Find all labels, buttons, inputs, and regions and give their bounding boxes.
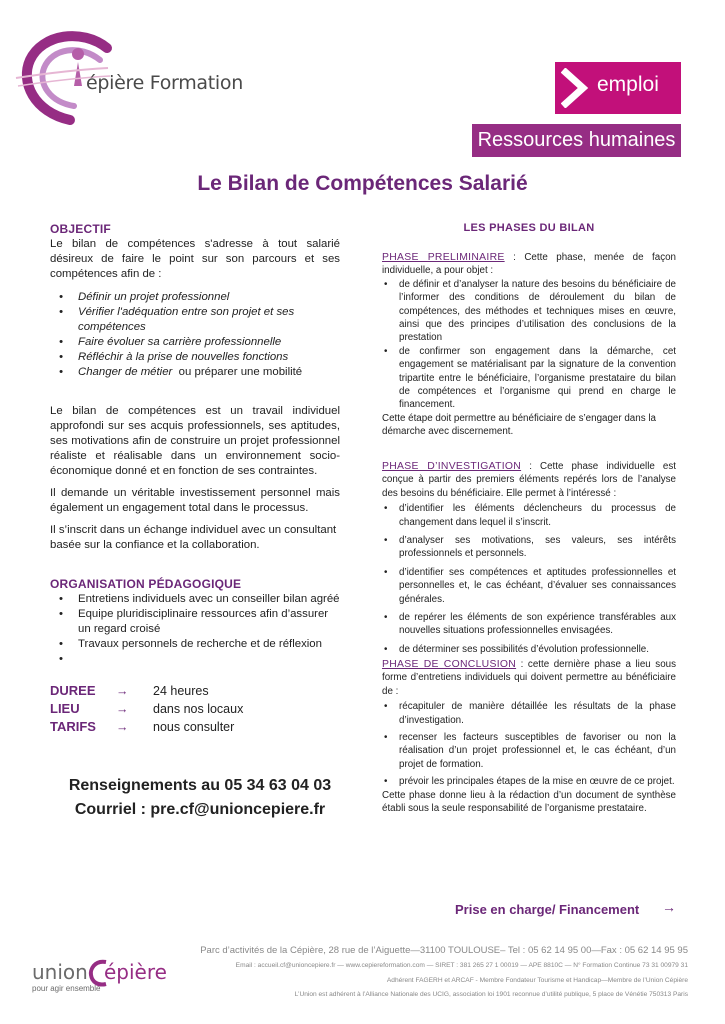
brand-name: épière Formation	[86, 72, 243, 94]
list-item: • de repérer les éléments de son expérience transférables aux nouvelles situations professionnelles envisagées.	[382, 611, 676, 638]
footer-line-4: L’Union est adhérent à l’Alliance Nationale des UCIG, association loi 1901 reconnue d’utilité publique, 5 place de Vénétie 750313 Paris	[294, 991, 688, 998]
phase-preliminaire: PHASE PRELIMINAIRE : Cette phase, menée de façon individuelle, a pour objet : • de définir et d’analyser la nature des besoins du bénéficiaire de l’informer des conditions de déroulement du bilan de compétences, des méthodes et techniques mises en œuvre, ainsi que des principes d’utilisation des conclusions de la prestation • de confirmer son engagement dans la démarche, cet engagement se matérialisant par la signature de la convention tripartite entre le bénéficiaire, l’organisme prestataire du bilan de compétences et l’organisme qui prend en charge le financement. Cette étape doit permettre au bénéficiaire de s’engager dans la démarche avec discernement.	[382, 251, 676, 439]
list-item: • d’identifier les éléments déclencheurs du processus de changement dans lequel il s’inscrit.	[382, 502, 676, 529]
prise-en-charge-link[interactable]: Prise en charge/ Financement	[455, 902, 640, 917]
phase-investigation-title: PHASE D’INVESTIGATION	[382, 461, 522, 472]
list-item: • Réfléchir à la prise de nouvelles fonctions	[50, 350, 340, 365]
objectif-list	[50, 290, 340, 380]
phase-preliminaire-outro: Cette étape doit permettre au bénéficiaire de s’engager dans la démarche avec discernement.	[382, 412, 656, 438]
detail-duree: DUREE → 24 heures	[50, 683, 209, 698]
page-title: Le Bilan de Compétences Salarié	[197, 172, 528, 195]
list-item: • Entretiens individuels avec un conseiller bilan agréé	[50, 592, 340, 607]
contact-email[interactable]: Courriel : pre.cf@unioncepiere.fr	[74, 801, 326, 818]
objectif-section	[50, 222, 340, 667]
footer-line-2: Email : accueil.cf@unioncepiere.fr — www.cepiereformation.com — SIRET : 381 265 27 1 00019 — APE 8810C — N° Formation Continue 73 31 00979 31	[235, 962, 688, 969]
organisation-list	[50, 592, 340, 667]
chevron-right-icon	[561, 68, 595, 108]
footer-line-3: Adhérent FAGERH et ARCAF - Membre Fondateur Tourisme et Handicap—Membre de l’Union Cépière	[386, 977, 688, 984]
list-item: • de définir et d’analyser la nature des besoins du bénéficiaire de l’informer des conditions de déroulement du bilan de compétences, des méthodes et techniques mises en œuvre, ainsi que des principes d’utilisation des conclusions de la prestation	[382, 278, 676, 345]
list-item	[50, 652, 340, 667]
footer-address: Parc d’activités de la Cépière, 28 rue de l’Aiguette—31100 TOULOUSE– Tel : 05 62 14 95 00—Fax : 05 62 14 95 95	[200, 945, 688, 956]
emploi-label: emploi	[597, 73, 659, 96]
objectif-heading: OBJECTIF	[50, 222, 111, 236]
list-item: • recenser les facteurs susceptibles de favoriser ou non la réalisation d’un projet professionnel et, le cas échéant, d’un projet de formation.	[382, 731, 676, 771]
emploi-banner	[555, 62, 681, 114]
list-item: • Définir un projet professionnel	[50, 290, 340, 305]
ressources-humaines-banner: Ressources humaines	[472, 124, 681, 157]
objectif-intro: Le bilan de compétences s'adresse à tout salarié désireux de faire le point sur son parcours et ses compétences afin de :	[50, 238, 340, 280]
list-item: • récapituler de manière détaillée les résultats de la phase d’investigation.	[382, 700, 676, 727]
detail-tarifs: TARIFS → nous consulter	[50, 719, 235, 734]
list-item: • d’analyser ses motivations, ses valeurs, ses intérêts professionnels et personnels.	[382, 534, 676, 561]
objectif-paragraph-3: Il s’inscrit dans un échange individuel avec un consultant basée sur la confiance et la collaboration.	[50, 524, 337, 551]
contact-phone: Renseignements au 05 34 63 04 03	[68, 777, 332, 794]
list-item: • Changer de métier ou préparer une mobilité	[50, 365, 340, 380]
list-item: • de confirmer son engagement dans la démarche, cet engagement se matérialisant par la signature de la convention tripartite entre le bénéficiaire, l’organisme prestataire du bilan de compétences et l’organisme qui prend en charge le financement.	[382, 345, 676, 412]
list-item: • d’identifier ses compétences et aptitudes professionnelles et personnelles et, le cas échéant, d’évaluer ses connaissances générales.	[382, 566, 676, 606]
union-cepiere-logo: union épière pour agir ensemble	[32, 960, 167, 993]
organisation-heading: ORGANISATION PÉDAGOGIQUE	[50, 577, 242, 591]
list-item: • Vérifier l'adéquation entre son projet et ses compétences	[50, 305, 340, 335]
phase-preliminaire-title: PHASE PRELIMINAIRE	[382, 252, 505, 263]
objectif-paragraph-1: Le bilan de compétences est un travail individuel approfondi sur ses acquis professionnels, ses aptitudes, ses motivations afin de construire un projet professionnel réaliste et réalisable dans un environnement socio-économique donné et en fonction de ses contraintes.	[50, 405, 340, 477]
objectif-paragraph-2: Il demande un véritable investissement personnel mais également un engagement total dans le processus.	[50, 487, 340, 514]
phase-conclusion-outro: Cette phase donne lieu à la rédaction d’un document de synthèse établi sous la seule responsabilité de l’organisme prestataire.	[382, 789, 676, 815]
phase-conclusion-title: PHASE DE CONCLUSION	[382, 659, 517, 670]
list-item: • prévoir les principales étapes de la mise en œuvre de ce projet.	[382, 775, 676, 788]
list-item: • Faire évoluer sa carrière professionnelle	[50, 335, 340, 350]
detail-lieu: LIEU → dans nos locaux	[50, 701, 244, 716]
list-item: • Travaux personnels de recherche et de réflexion	[50, 637, 340, 652]
list-item: • de déterminer ses possibilités d’évolution professionnelle.	[382, 643, 676, 656]
list-item: • Equipe pluridisciplinaire ressources afin d’assurer un regard croisé	[50, 607, 340, 637]
phase-conclusion: PHASE DE CONCLUSION : cette dernière phase a lieu sous forme d’entretiens individuels qui doivent permettre au bénéficiaire de : • récapituler de manière détaillée les résultats de la phase d’investigation. • recenser les facteurs susceptibles de favoriser ou non la réalisation d’un projet professionnel et, le cas échéant, d’un projet de formation. • prévoir les principales étapes de la mise en œuvre de ce projet. Cette phase donne lieu à la rédaction d’un document de synthèse établi sous la seule responsabilité de l’organisme prestataire.	[382, 658, 676, 815]
arrow-right-icon[interactable]: →	[662, 899, 676, 915]
phase-investigation: PHASE D’INVESTIGATION : Cette phase individuelle est conçue à partir des premiers éléments repérés lors de l’analyse des besoins du bénéficiaire. Elle permet à l’intéressé : • d’identifier les éléments déclencheurs du processus de changement dans lequel il s’inscrit. • d’analyser ses motivations, ses valeurs, ses intérêts professionnels et personnels. • d’identifier ses compétences et aptitudes professionnelles et personnelles et, le cas échéant, d’évaluer ses connaissances générales. • de repérer les éléments de son expérience transférables aux nouvelles situations professionnelles envisagées. • de déterminer ses possibilités d’évolution professionnelle.	[382, 460, 676, 656]
phases-heading: LES PHASES DU BILAN	[463, 222, 595, 234]
